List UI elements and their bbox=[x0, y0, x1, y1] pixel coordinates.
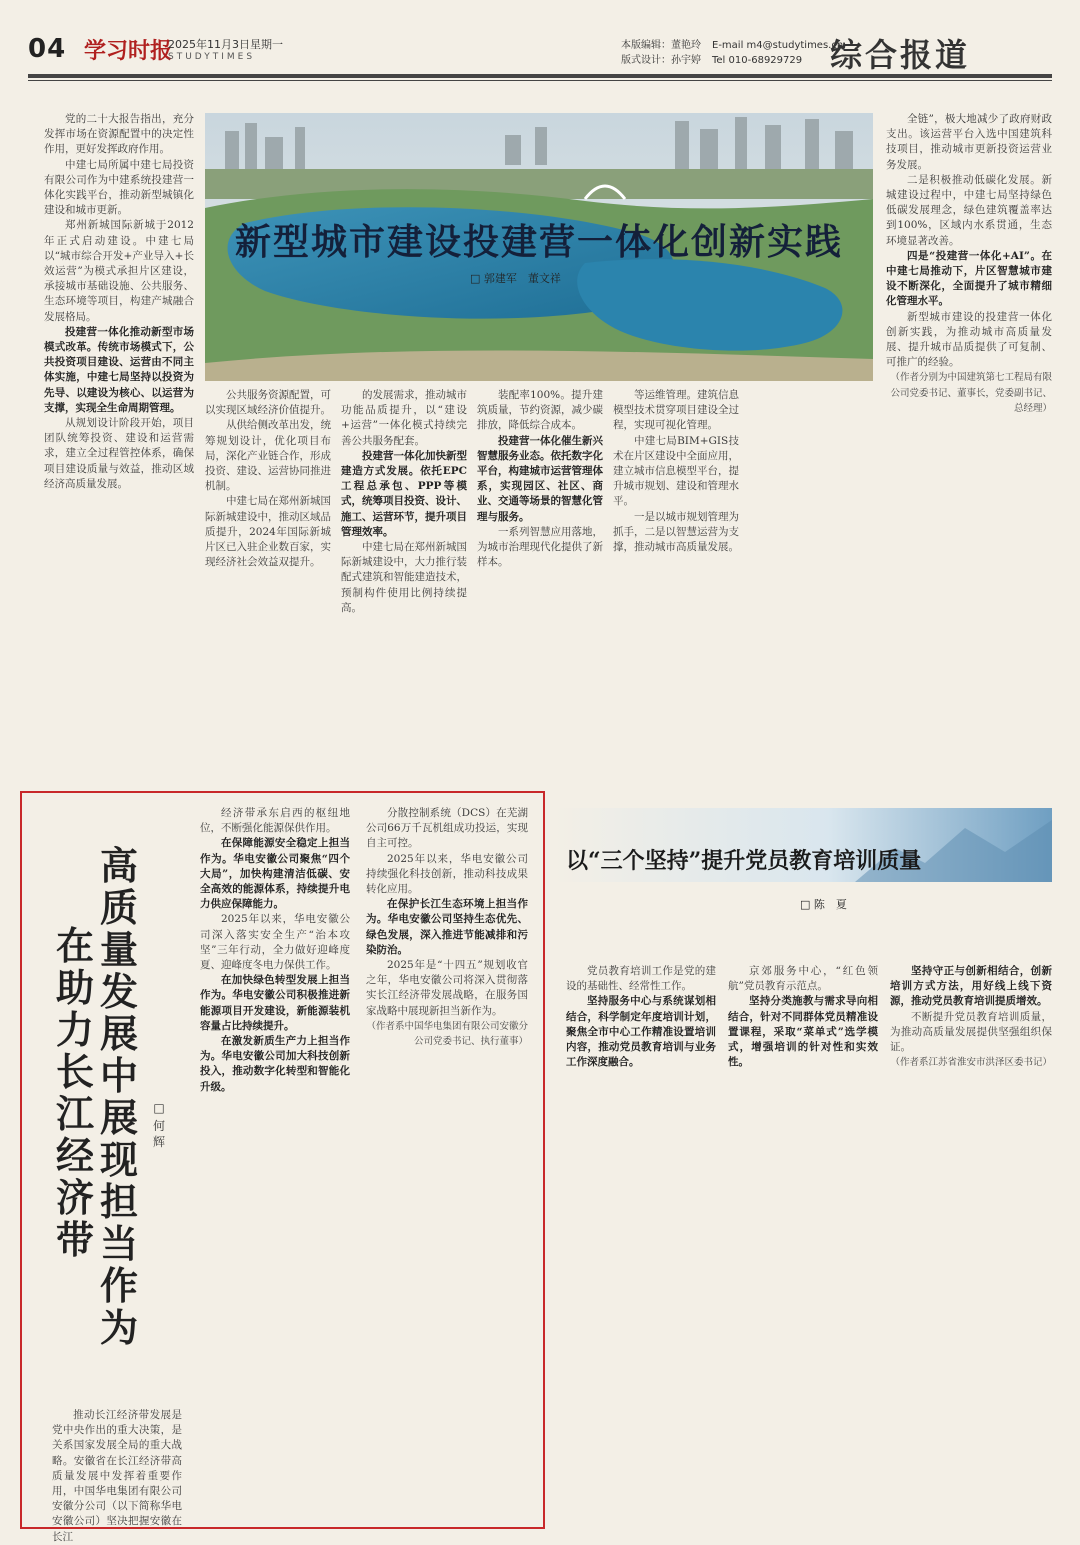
article1-paragraph: 从规划设计阶段开始，项目团队统筹投资、建设和运营需求，建立全过程管控体系，确保项目建设质量与效益，推动区域经济高质量发展。 bbox=[44, 417, 194, 490]
article1-paragraph: 郑州新城国际新城于2012年正式启动建设。中建七局以“城市综合开发+产业导入+长效运营”为模式承担片区建设，承接城市基础设施、公共服务、生态环境等项目，构建产城融合发展格局。 bbox=[44, 219, 194, 323]
article3-paragraph: 不断提升党员教育培训质量，为推动高质量发展提供坚强组织保证。 bbox=[890, 1010, 1052, 1054]
article2-paragraph: 在激发新质生产力上担当作为。华电安徽公司加大科技创新投入，推动数字化转型和智能化升级。 bbox=[200, 1035, 350, 1093]
article2-paragraph: 2025年以来，华电安徽公司持续强化科技创新，推动科技成果转化应用。 bbox=[366, 852, 528, 896]
article2-byline: 何辉 bbox=[152, 1119, 165, 1149]
article1-paragraph: 投建营一体化催生新兴智慧服务业态。依托数字化平台，构建城市运营管理体系，实现园区、社区、商业、交通等场景的智慧化管理与服务。 bbox=[477, 434, 603, 523]
header-rule-thin bbox=[28, 80, 1052, 81]
article1-column-1 bbox=[44, 112, 194, 784]
article2-paragraph: 2025年是“十四五”规划收官之年，华电安徽公司将深入贯彻落实长江经济带发展战略，在服务国家战略中展现新担当新作为。 bbox=[366, 959, 528, 1017]
article1-paragraph: 投建营一体化推动新型市场模式改革。传统市场模式下，公共投资项目建设、运营由不同主体实施，中建七局坚持以投资为先导、以建设为核心、以运营为支撑，实现全生命周期管理。 bbox=[44, 325, 194, 414]
article2-paragraph: 在加快绿色转型发展上担当作为。华电安徽公司积极推进新能源项目开发建设，新能源装机容量占比持续提升。 bbox=[200, 974, 350, 1032]
article1-paragraph: 全链”，极大地减少了政府财政支出。该运营平台入选中国建筑科技项目，推动城市更新投资运营业务发展。 bbox=[886, 113, 1052, 171]
contact-tel: Tel 010-68929729 bbox=[712, 55, 803, 66]
masthead-english: STUDYTIMES bbox=[168, 52, 256, 62]
article3-byline: □ 陈 夏 bbox=[800, 898, 847, 911]
article3-paragraph: 京郊服务中心，“红色领航”党员教育示范点。 bbox=[728, 965, 878, 993]
designer-name: 版式设计：孙宇婷 bbox=[621, 55, 701, 66]
article1-paragraph: 中建七局所属中建七局投资有限公司作为中建系统投建营一体化实践平台，推动新型城镇化建设和城市更新。 bbox=[44, 158, 194, 217]
article2-paragraph: 推动长江经济带发展是党中央作出的重大决策，是关系国家发展全局的重大战略。安徽省在长江经济带高质量发展中发挥着重要作用，中国华电集团有限公司安徽分公司（以下简称华电安徽公司）坚决把握安徽在长江 bbox=[52, 1409, 182, 1543]
editor-credits bbox=[621, 38, 701, 68]
article3-paragraph: 党员教育培训工作是党的建设的基础性、经常性工作。 bbox=[566, 965, 716, 993]
article2-byline-icon: □ bbox=[153, 1101, 165, 1115]
article1-column-6 bbox=[886, 112, 1052, 792]
article3-paragraph: 坚持守正与创新相结合，创新培训方式方法，用好线上线下资源，推动党员教育培训提质增效。 bbox=[890, 965, 1052, 1008]
article2-author-note: （作者系中国华电集团有限公司安徽分公司党委书记、执行董事） bbox=[366, 1020, 528, 1048]
contact-email: E-mail m4@studytimes.cn bbox=[712, 40, 844, 51]
article1-paragraph: 党的二十大报告指出，充分发挥市场在资源配置中的决定性作用，更好发挥政府作用。 bbox=[44, 113, 194, 156]
article1-column-2 bbox=[205, 388, 331, 784]
article2-paragraph: 分散控制系统（DCS）在芜湖公司66万千瓦机组成功投运，实现自主可控。 bbox=[366, 807, 528, 850]
article1-paragraph: 等运维管理。建筑信息模型技术贯穿项目建设全过程，实现可视化管理。 bbox=[613, 389, 739, 432]
article1-column-4 bbox=[477, 388, 603, 784]
article1-column-3 bbox=[341, 388, 467, 784]
article1-paragraph: 中建七局BIM+GIS技术在片区建设中全面应用，建立城市信息模型平台，提升城市规划、建设和管理水平。 bbox=[613, 434, 739, 508]
article1-headline: 新型城市建设投建营一体化创新实践 bbox=[234, 221, 843, 263]
article1-byline: □ 郭建军 董文祥 bbox=[470, 272, 561, 285]
article3-column-3 bbox=[890, 964, 1052, 1524]
editor-name: 本版编辑：董艳玲 bbox=[621, 40, 701, 51]
header-rule bbox=[28, 74, 1052, 78]
article2-column-2 bbox=[200, 806, 350, 1524]
article2-headline-line2: 在助力长江经济带 bbox=[55, 923, 94, 1262]
contact-info bbox=[712, 38, 843, 68]
masthead-brand: 学习时报 bbox=[84, 38, 173, 64]
article2-column-3 bbox=[366, 806, 528, 1524]
article1-paragraph: 投建营一体化加快新型建造方式发展。依托EPC工程总承包、PPP等模式，统筹项目投资、设计、施工、运营环节，提升项目管理效率。 bbox=[341, 449, 467, 538]
article3-headline: 以“三个坚持”提升党员教育培训质量 bbox=[566, 848, 922, 874]
article1-paragraph: 一系列智慧应用落地，为城市治理现代化提供了新样本。 bbox=[477, 525, 603, 569]
article3-paragraph: 坚持服务中心与系统谋划相结合，科学制定年度培训计划，聚焦全市中心工作精准设置培训内容，推动党员教育培训与业务工作深度融合。 bbox=[566, 995, 716, 1069]
article1-paragraph: 四是“投建营一体化+AI”。在中建七局推动下，片区智慧城市建设不断深化，全面提升了城市精细化管理水平。 bbox=[886, 249, 1052, 308]
article1-author-note: （作者分别为中国建筑第七工程局有限公司党委书记、董事长，党委副书记、总经理） bbox=[890, 372, 1052, 414]
issue-date: 2025年11月3日星期一 bbox=[168, 38, 283, 51]
article3-author-note: （作者系江苏省淮安市洪泽区委书记） bbox=[890, 1057, 1052, 1069]
article2-paragraph: 在保护长江生态环境上担当作为。华电安徽公司坚持生态优先、绿色发展，深入推进节能减排和污染防治。 bbox=[366, 898, 528, 956]
article2-headline-line1: 高质量发展中展现担当作为 bbox=[99, 843, 138, 1350]
article2-lead bbox=[52, 1408, 182, 1543]
article1-paragraph: 装配率100%。提升建筑质量，节约资源，减少碳排放，降低综合成本。 bbox=[477, 389, 603, 432]
article3-paragraph: 坚持分类施教与需求导向相结合，针对不同群体党员精准设置课程，采取“菜单式”选学模式，增强培训的针对性和实效性。 bbox=[728, 995, 878, 1069]
article1-paragraph: 公共服务资源配置，可以实现区域经济价值提升。 bbox=[205, 389, 331, 417]
article1-paragraph: 从供给侧改革出发，统筹规划设计，优化项目布局，深化产业链合作，形成投资、建设、运营协同推进机制。 bbox=[205, 419, 331, 493]
article1-paragraph: 中建七局在郑州新城国际新城建设中，推动区域品质提升，2024年国际新城片区已入驻企业数百家，实现经济社会效益双提升。 bbox=[205, 495, 331, 569]
article2-paragraph: 2025年以来，华电安徽公司深入落实安全生产“治本攻坚”三年行动，全力做好迎峰度夏、迎峰度冬电力保供工作。 bbox=[200, 913, 350, 972]
article3-column-1 bbox=[566, 964, 716, 1524]
page-number: 04 bbox=[28, 34, 67, 64]
article1-paragraph: 一是以城市规划管理为抓手，二是以智慧运营为支撑，推动城市高质量发展。 bbox=[613, 510, 739, 554]
article2-paragraph: 在保障能源安全稳定上担当作为。华电安徽公司聚焦“四个大局”，加快构建清洁低碳、安全高效的能源体系，持续提升电力供应保障能力。 bbox=[200, 837, 350, 911]
article1-paragraph: 二是积极推动低碳化发展。新城建设过程中，中建七局坚持绿色低碳发展理念，绿色建筑覆盖率达到100%，区域内水系贯通，生态环境显著改善。 bbox=[886, 173, 1052, 247]
article3-column-2 bbox=[728, 964, 878, 1524]
article1-paragraph: 新型城市建设的投建营一体化创新实践，为推动城市高质量发展、提升城市品质提供了可复制、可推广的经验。 bbox=[886, 310, 1052, 369]
article1-column-5 bbox=[613, 388, 739, 784]
article2-paragraph: 经济带承东启西的枢纽地位，不断强化能源保供作用。 bbox=[200, 807, 350, 835]
section-title: 综合报道 bbox=[830, 36, 971, 74]
article1-paragraph: 的发展需求，推动城市功能品质提升，以“建设+运营”一体化模式持续完善公共服务配套。 bbox=[341, 389, 467, 447]
article1-paragraph: 中建七局在郑州新城国际新城建设中，大力推行装配式建筑和智能建造技术，预制构件使用比例持续提高。 bbox=[341, 541, 467, 614]
